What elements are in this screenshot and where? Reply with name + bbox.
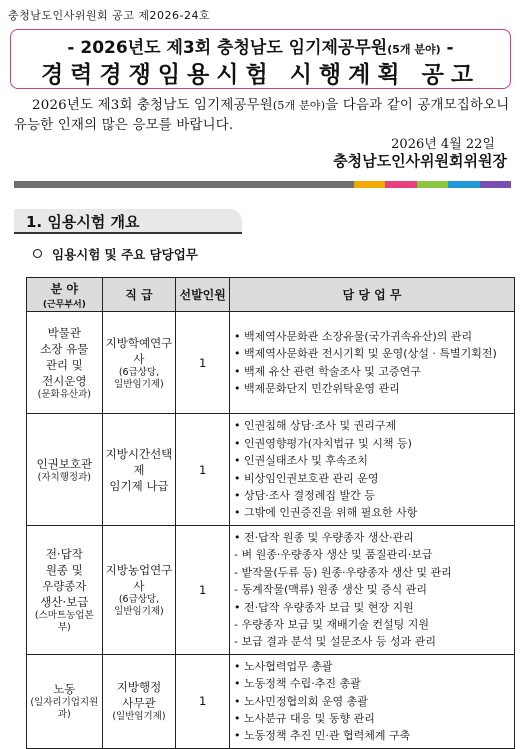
duty-item: • 비상임인권보호관 관리 운영 [234,471,379,485]
intro-text-after: 을 다음과 같이 공개모집하오니 유능한 인재의 많은 응모를 바랍니다. [14,98,510,133]
issuing-authority: 충청남도인사위원회위원장 [333,152,507,170]
header-count: 선발인원 [176,278,230,312]
duty-item: • 노사민정협의회 운영 총괄 [234,694,368,708]
table-row [27,526,515,655]
field-name: 박물관 [47,325,81,340]
sub-heading [33,245,198,263]
title-line-2: 경력경쟁임용시험 시행계획 공고 [40,62,481,88]
count-cell [176,654,230,748]
band-color-segment [354,181,385,188]
duty-item: • 백제역사문화관 전시기획 및 운영(상설 · 특별기획전) [234,347,497,361]
announcement-date: 2026년 4월 22일 [391,137,495,152]
count-cell [176,312,230,414]
field-name: 관리 및 [45,357,83,372]
grade-cell [102,654,176,748]
grade-name: 지방학예연구사 [105,335,173,366]
field-department: (스마트농업본부) [34,609,94,633]
table-row [27,312,515,414]
grade-detail: (일반임기제) [112,711,166,723]
duty-item: - 동계작물(맥류) 원종 생산 및 증식 관리 [234,583,427,597]
grade-detail: (6급상당, [118,366,160,378]
field-cell [27,312,103,414]
band-color-segment [417,181,448,188]
duties-cell [230,312,515,414]
count-cell [176,414,230,526]
duty-item: • 노사협력업무 총괄 [234,659,333,673]
grade-cell [102,414,176,526]
grade-name: 사무관 [122,696,156,711]
grade-detail: 일반임기제) [114,378,164,390]
field-name: 원종 및 [45,562,83,577]
sub-heading-text: 임용시험 및 주요 담당업무 [52,247,198,262]
field-name: 우량종자 [42,578,87,593]
band-color-segment [385,181,416,188]
field-department: (자치행정과) [37,471,91,483]
header-duties: 담 당 업 무 [230,278,515,312]
duty-item: - 벼 원종·우량종자 생산 및 품질관리·보급 [234,548,433,562]
grade-cell [102,312,176,414]
duties-cell [230,414,515,526]
duty-item: - 보급 결과 분석 및 설문조사 등 성과 관리 [234,635,437,649]
grade-name: 임기제 나급 [109,478,169,493]
duty-item: • 백제문화단지 민간위탁운영 관리 [234,381,400,395]
field-department: (일자리기업지원과) [30,697,99,721]
field-cell [27,414,103,526]
field-name: 전시운영 [42,373,87,388]
grade-name: 지방행정 [116,680,162,695]
field-name: 전·답작 [45,546,83,561]
intro-text-before: 2026년도 제3회 충청남도 임기제공무원 [32,98,273,113]
duty-item: • 전·답작 우량종자 보급 및 현장 지원 [234,600,414,614]
field-department: (문화유산과) [37,388,91,400]
header-field-label: 분 야 [50,281,78,296]
field-name: 노동 [53,682,76,697]
selection-count: 1 [199,355,207,370]
duty-item: • 노동정책 추진 민·관 협력체계 구축 [234,729,411,743]
title-line-1 [11,33,510,58]
band-dark-segment [14,181,354,188]
duty-item: • 노동정책 수립·추진 총괄 [234,677,361,691]
field-cell [27,526,103,655]
band-color-segment [480,181,511,188]
duties-cell [230,654,515,748]
grade-detail: 일반임기제) [114,605,164,617]
duty-item: • 노사분규 대응 및 동향 관리 [234,712,375,726]
notice-number: 충청남도인사위원회 공고 제2026-24호 [8,9,211,22]
duties-cell [230,526,515,655]
duty-item: - 우량종자 보급 및 재배기술 컨설팅 지원 [234,618,430,632]
duty-item: • 인권실태조사 및 후속조치 [234,454,368,468]
duty-item: • 인권영향평가(자치법규 및 시책 등) [234,436,412,450]
table-header-row [27,278,515,312]
grade-name: 지방농업연구사 [105,562,173,593]
grade-detail: (6급상당, [118,593,160,605]
section-title: 1. 임용시험 개요 [26,213,140,231]
duty-item: • 백제역사문화관 소장유물(국가귀속유산)의 관리 [234,329,473,343]
title-main: - 2026년도 제3회 충청남도 임기제공무원 [67,38,388,58]
band-color-segment [448,181,479,188]
duty-item: • 그밖에 인권증진을 위해 필요한 사항 [234,506,418,520]
duty-item: • 상담·조사 결정례집 발간 등 [234,488,375,502]
field-cell [27,654,103,748]
header-field [27,278,103,312]
header-field-sub: (근무부서) [42,299,86,310]
color-band-divider [14,181,511,188]
duty-item: - 밭작물(두류 등) 원종·우량종자 생산 및 관리 [234,565,452,579]
selection-count: 1 [199,462,207,477]
duty-item: • 인권침해 상담·조사 및 권리구제 [234,419,397,433]
recruitment-table [26,277,515,749]
field-name: 인권보호관 [36,456,93,471]
count-cell [176,526,230,655]
field-name: 소장 유물 [40,341,89,356]
selection-count: 1 [199,694,207,709]
grade-cell [102,526,176,655]
selection-count: 1 [199,582,207,597]
duty-item: • 백제 유산 관련 학술조사 및 고증연구 [234,364,421,378]
section-heading [14,209,254,234]
circle-bullet-icon [33,249,42,258]
intro-paragraph [14,96,514,136]
table-row [27,414,515,526]
title-dash: - [440,38,454,58]
duty-item: • 전·답작 원종 및 우량종자 생산·관리 [234,531,414,544]
title-box [10,29,511,89]
header-grade: 직 급 [102,278,176,312]
title-small: (5개 분야) [387,43,441,56]
intro-text-small: (5개 분야) [272,99,326,112]
field-name: 생산·보급 [40,594,89,609]
grade-name: 지방시간선택제 [105,446,173,477]
table-row [27,654,515,748]
